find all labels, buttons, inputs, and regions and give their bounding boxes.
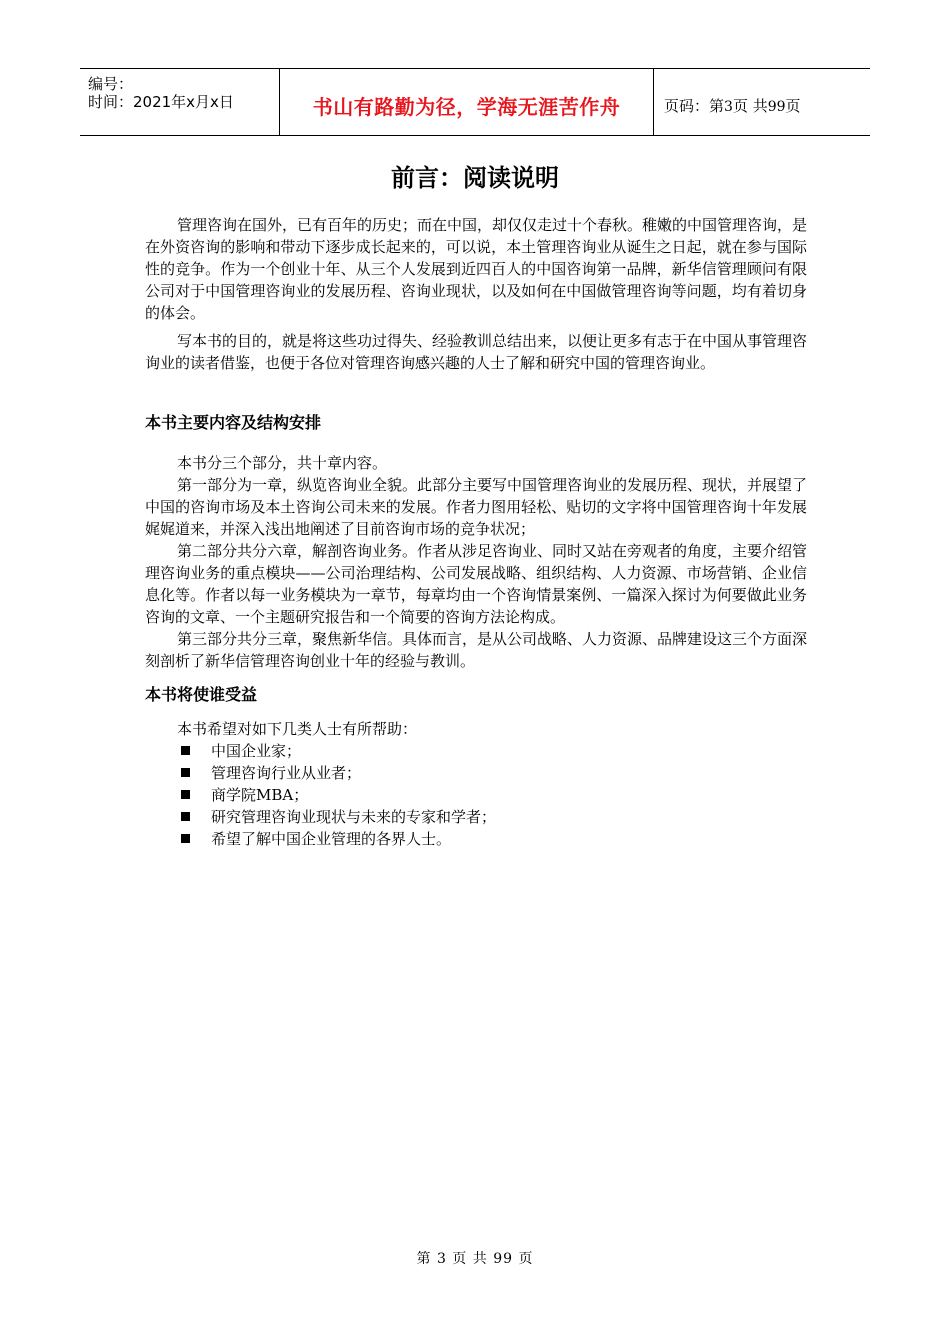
- intro-paragraph-2: [145, 330, 807, 374]
- square-bullet-icon: [181, 746, 190, 755]
- list-item: [145, 784, 807, 806]
- intro-paragraph-1: [145, 214, 807, 324]
- header-motto: 书山有路勤为径，学海无涯苦作舟: [312, 95, 621, 119]
- section-heading-audience: 本书将使谁受益: [145, 685, 258, 704]
- page-title: 前言：阅读说明: [391, 164, 559, 192]
- page-footer: 第 3 页 共 99 页: [416, 1251, 534, 1267]
- header-right-cell: [654, 69, 870, 135]
- intro-paragraph-text: 写本书的目的，就是将这些功过得失、经验教训总结出来，以便让更多有志于在中国从事管理咨询业的读者借鉴，也便于各位对管理咨询感兴趣的人士了解和研究中国的管理咨询业。: [145, 332, 808, 372]
- page-label-mid: 页 共: [732, 97, 768, 115]
- square-bullet-icon: [181, 834, 190, 843]
- square-bullet-icon: [181, 790, 190, 799]
- header-left-cell: [80, 69, 280, 135]
- section-audience-body: [145, 718, 807, 850]
- page-label-end: 页: [785, 97, 801, 115]
- page-label-prefix: 页码：第: [664, 97, 725, 115]
- header-middle-cell: [280, 69, 654, 135]
- list-item: [145, 806, 807, 828]
- list-item-text: 中国企业家；: [211, 742, 302, 760]
- section-paragraph: 第三部分共分三章，聚焦新华信。具体而言，是从公司战略、人力资源、品牌建设这三个方面深刻剖析了新华信管理咨询创业十年的经验与教训。: [145, 630, 808, 670]
- section-heading-structure: 本书主要内容及结构安排: [145, 413, 322, 432]
- document-time-label: 时间：2021年x月x日: [88, 93, 234, 111]
- section-paragraph: 第二部分共分六章，解剖咨询业务。作者从涉足咨询业、同时又站在旁观者的角度，主要介绍管理咨询业务的重点模块——公司治理结构、公司发展战略、组织结构、人力资源、市场营销、企业信息化等。作者以每一业务模块为一章节，每章均由一个咨询情景案例、一篇深入探讨为何要做此业务咨询的文章、一个主题研究报告和一个简要的咨询方法论构成。: [145, 542, 808, 626]
- list-item-text: 管理咨询行业从业者；: [211, 764, 362, 782]
- section-intro: 本书希望对如下几类人士有所帮助：: [177, 720, 418, 738]
- document-number-label: 编号：: [88, 75, 134, 93]
- square-bullet-icon: [181, 768, 190, 777]
- square-bullet-icon: [181, 812, 190, 821]
- list-item: [145, 762, 807, 784]
- page-current: 3: [724, 99, 733, 115]
- section-paragraph: 第一部分为一章，纵览咨询业全貌。此部分主要写中国管理咨询业的发展历程、现状，并展望了中国的咨询市场及本土咨询公司未来的发展。作者力图用轻松、贴切的文字将中国管理咨询十年发展娓娓道来，并深入浅出地阐述了目前咨询市场的竞争状况；: [145, 476, 808, 538]
- page-total: 99: [767, 99, 786, 115]
- list-item-text: 研究管理咨询业现状与未来的专家和学者；: [211, 808, 497, 826]
- intro-paragraph-text: 管理咨询在国外，已有百年的历史；而在中国，却仅仅走过十个春秋。稚嫩的中国管理咨询，是在外资咨询的影响和带动下逐步成长起来的，可以说，本土管理咨询业从诞生之日起，就在参与国际性的竞争。作为一个创业十年、从三个人发展到近四百人的中国咨询第一品牌，新华信管理顾问有限公司对于中国管理咨询业的发展历程、咨询业现状，以及如何在中国做管理咨询等问题，均有着切身的体会。: [145, 216, 808, 322]
- section-paragraph: 本书分三个部分，共十章内容。: [177, 454, 388, 472]
- list-item-text: 希望了解中国企业管理的各界人士。: [211, 830, 452, 848]
- header-page-indicator: [664, 95, 801, 116]
- list-item-text: 商学院MBA；: [211, 786, 309, 804]
- header-table: [80, 68, 870, 136]
- audience-list: [145, 740, 807, 850]
- list-item: [145, 740, 807, 762]
- list-item: [145, 828, 807, 850]
- section-structure-body: [145, 452, 807, 672]
